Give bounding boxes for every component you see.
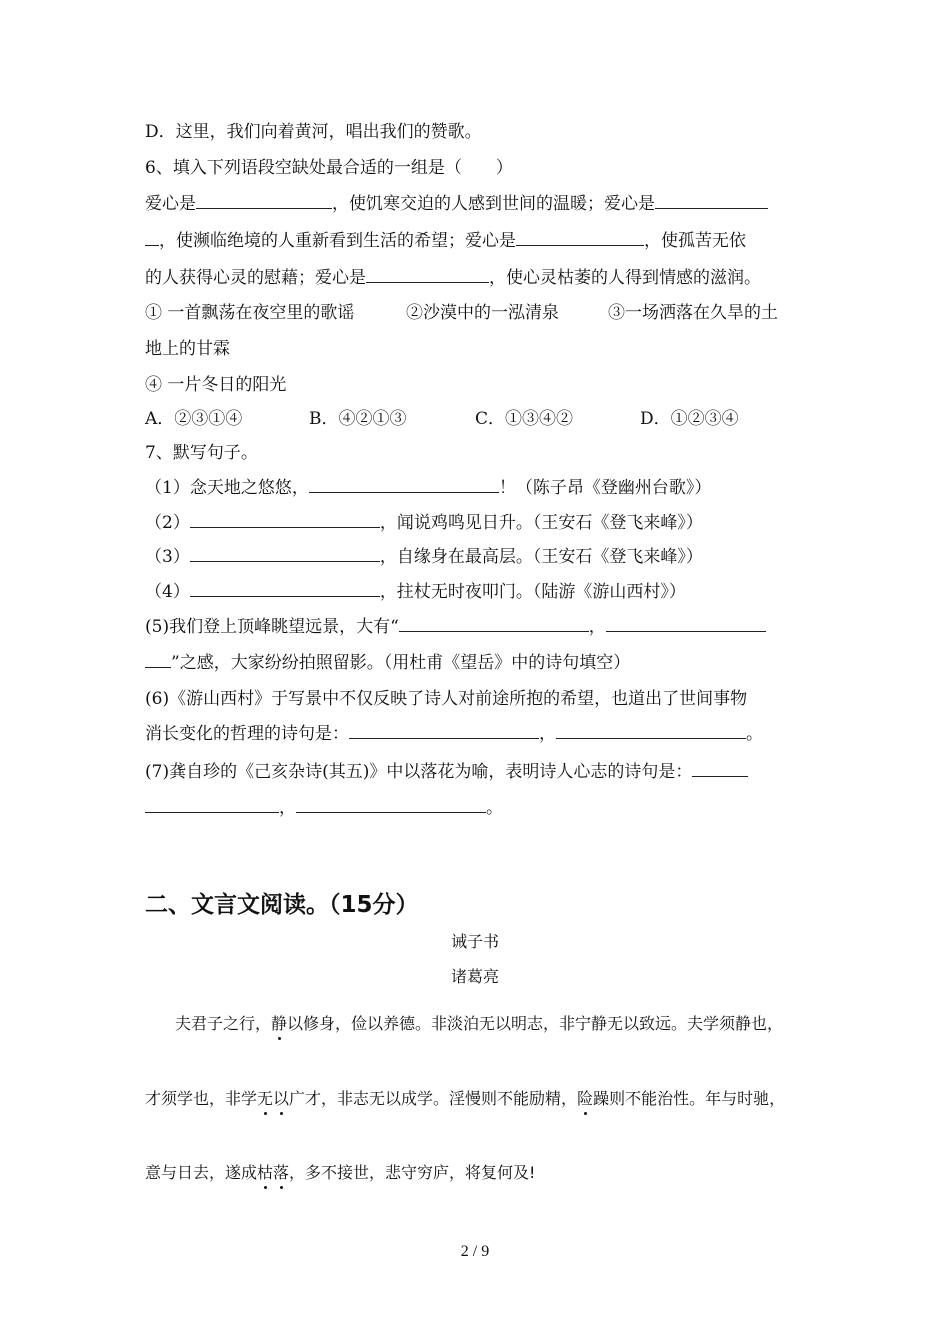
q7-text: (5)我们登上顶峰眺望远景，大有“ (145, 617, 399, 637)
emphasis-char: 落 (273, 1163, 290, 1182)
passage-line-2 (145, 1088, 785, 1110)
q6-item-4: ④ 一片冬日的阳光 (145, 375, 287, 395)
q7-sentence-2 (145, 512, 703, 534)
q6-text: ，使心灵枯萎的人得到情感的滋润。 (489, 268, 761, 288)
q7-prompt: 7、默写句子。 (145, 443, 258, 463)
q6-text: ，使饥寒交迫的人感到世间的温暖；爱心是 (332, 194, 655, 214)
q6-prompt: 6、填入下列语段空缺处最合适的一组是（ ） (145, 158, 513, 178)
q7-text: (7)龚自珍的《己亥杂诗(其五)》中以落花为喻，表明诗人心志的诗句是： (145, 762, 693, 782)
passage-text: 才须学也，非学 (145, 1089, 258, 1108)
blank[interactable] (309, 477, 499, 493)
section-heading: 二、文言文阅读。（15分） (145, 892, 419, 918)
q7-text: （4） (145, 582, 190, 602)
q7-text: ”之感，大家纷纷拍照留影。（用杜甫《望岳》中的诗句填空） (171, 653, 631, 673)
q6-item-3-cont: 地上的甘霖 (145, 339, 230, 359)
q6-item-1: ① 一首飘荡在夜空里的歌谣 (145, 303, 355, 323)
choice-c[interactable]: C．①③④② (475, 409, 574, 429)
q6-items-line (145, 302, 778, 324)
q7-sentence-1 (145, 477, 711, 499)
q7-text: 。 (486, 798, 503, 818)
q7-text: （1）念天地之悠悠， (145, 478, 309, 498)
q7-text: ， (588, 617, 606, 637)
blank[interactable] (556, 723, 746, 739)
choice-d[interactable]: D．①②③④ (640, 409, 739, 429)
q6-item-3: ③一场洒落在久旱的土 (608, 303, 778, 323)
passage-title: 诫子书 (450, 932, 499, 951)
blank[interactable] (145, 230, 159, 246)
blank[interactable] (606, 616, 766, 632)
passage-text: 以修身，俭以养德。非淡泊无以明志，非宁静无以致远。夫学须静也， (287, 1014, 784, 1033)
q5-option-d: D．这里，我们向着黄河，唱出我们的赞歌。 (145, 122, 482, 142)
emphasis-char: 枯 (257, 1163, 274, 1182)
q7-text: ！（陈子昂《登幽州台歌》） (498, 478, 712, 498)
passage-author: 诸葛亮 (450, 967, 499, 986)
emphasis-char: 静 (271, 1014, 288, 1033)
q7-sentence-6-cont (145, 723, 763, 745)
q7-text: （2） (145, 513, 190, 533)
q7-text: ，自缘身在最高层。（王安石《登飞来峰》） (379, 547, 703, 567)
passage-text: 广才，非志无以成学。淫慢则不能励精， (289, 1089, 578, 1108)
blank[interactable] (145, 797, 279, 813)
blank[interactable] (399, 616, 589, 632)
q7-sentence-7 (145, 761, 748, 783)
blank[interactable] (190, 581, 380, 597)
passage-text: ，多不接世，悲守穷庐，将复何及! (289, 1163, 536, 1182)
passage-line-1 (175, 1013, 783, 1035)
blank[interactable] (349, 723, 539, 739)
q7-text: ， (539, 724, 556, 744)
q7-text: ，拄杖无时夜叩门。（陆游《游山西村》） (379, 582, 686, 602)
q6-passage-line-2 (145, 230, 746, 252)
q7-text: 。 (746, 724, 763, 744)
passage-text: 夫君子之行， (175, 1014, 272, 1033)
passage-text: 意与日去，遂成 (145, 1163, 258, 1182)
q7-sentence-3 (145, 546, 703, 568)
emphasis-char: 以 (273, 1089, 290, 1108)
choice-a[interactable]: A．②③①④ (145, 409, 243, 429)
q7-text: 消长变化的哲理的诗句是： (145, 724, 349, 744)
q7-sentence-6: (6)《游山西村》于写景中不仅反映了诗人对前途所抱的希望，也道出了世间事物 (145, 689, 748, 709)
q7-sentence-5-cont (145, 652, 630, 674)
q6-text: 的人获得心灵的慰藉；爱心是 (145, 268, 366, 288)
q6-text: 爱心是 (145, 194, 196, 214)
q7-sentence-7-cont (145, 797, 503, 819)
blank[interactable] (190, 546, 380, 562)
q6-passage-line-3 (145, 267, 761, 289)
choice-b[interactable]: B．④②①③ (309, 409, 407, 429)
blank[interactable] (190, 512, 380, 528)
blank[interactable] (692, 761, 748, 777)
blank[interactable] (145, 652, 171, 668)
emphasis-char: 无 (257, 1089, 274, 1108)
blank[interactable] (516, 230, 644, 246)
q7-sentence-5 (145, 616, 766, 638)
page-number: 2 / 9 (460, 1243, 490, 1260)
q7-text: ， (279, 798, 296, 818)
q6-passage-line-1 (145, 193, 768, 215)
q6-choices (145, 408, 739, 430)
emphasis-char: 险 (577, 1089, 594, 1108)
blank[interactable] (196, 193, 332, 209)
q6-text: ，使濒临绝境的人重新看到生活的希望；爱心是 (159, 231, 516, 251)
blank[interactable] (366, 267, 489, 283)
passage-text: 躁则不能治性。年与时驰， (593, 1089, 786, 1108)
q6-item-2: ②沙漠中的一泓清泉 (406, 303, 559, 323)
blank[interactable] (655, 193, 768, 209)
q6-text: ，使孤苦无依 (644, 231, 746, 251)
q7-text: ，闻说鸡鸣见日升。（王安石《登飞来峰》） (379, 513, 703, 533)
passage-line-3 (145, 1162, 535, 1184)
q7-sentence-4 (145, 581, 686, 603)
q7-text: （3） (145, 547, 190, 567)
blank[interactable] (296, 797, 486, 813)
